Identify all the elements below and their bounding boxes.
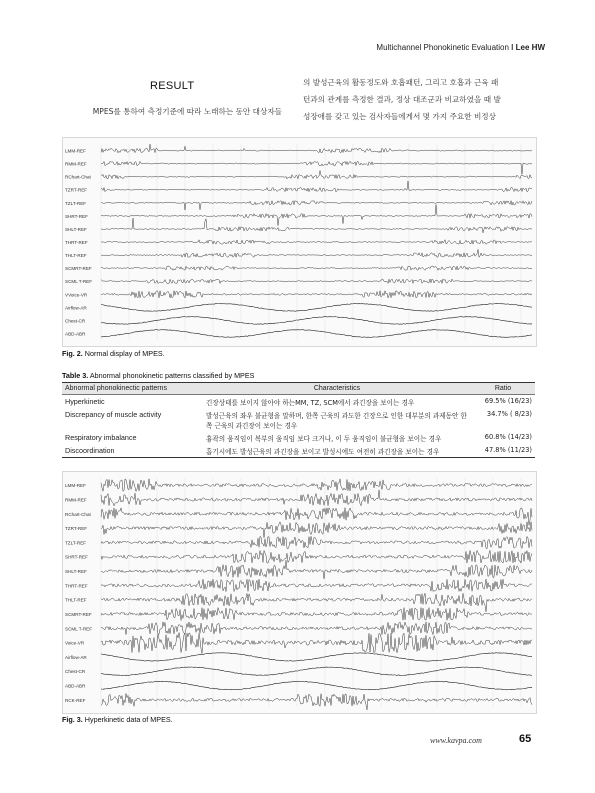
- right-paragraph-line: 의 발성근육의 활동정도와 호흡패턴, 그리고 호흡과 근육 패: [303, 78, 499, 87]
- channel-label: Chest-CR: [65, 669, 86, 675]
- table-header-pattern: Abnormal phonokinectic patterns: [62, 383, 203, 395]
- channel-trace: [101, 608, 532, 621]
- figure-2-traces: [63, 138, 536, 346]
- right-paragraph-line: 턴과의 관계를 측정한 결과, 정상 대조군과 비교하였을 때 발: [303, 95, 501, 104]
- channel-label: THLT-REF: [65, 253, 87, 259]
- table-cell-characteristics: 긴장상태를 보이지 않아야 하는MM, TZ, SCM에서 과긴장을 보이는 경우: [206, 398, 415, 407]
- table-header-ratio: Ratio: [471, 383, 535, 395]
- channel-label: ABD-ABR: [65, 683, 86, 689]
- figure-3-emg-display: [62, 471, 537, 714]
- table-cell-characteristics: 발성근육의 좌우 불균형을 말하며, 한쪽 근육의 과도한 긴장으로 인한 대부분의 과제동안 한쪽 근육의 과긴장이 보이는 경우: [206, 411, 467, 430]
- table-cell-pattern: Discoordination: [62, 444, 203, 458]
- table-cell-characteristics: 흉곽의 움직임이 복부의 움직임 보다 크거나, 이 두 움직임이 불균형을 보이는 경우: [206, 434, 442, 443]
- channel-trace: [101, 633, 532, 654]
- channel-trace: [101, 171, 532, 179]
- channel-label: Chest-CR: [65, 318, 86, 324]
- running-header: [300, 43, 545, 52]
- header-separator: ǀ: [511, 43, 514, 52]
- table-cell-ratio: 69.5% (16/23): [484, 396, 532, 405]
- channel-label: VVoice-VR: [65, 292, 88, 298]
- channel-trace: [101, 622, 532, 635]
- channel-trace: [101, 303, 532, 311]
- table-cell-ratio: 34.7% ( 8/23): [486, 409, 532, 418]
- channel-label: SCMRT-REF: [65, 266, 92, 272]
- header-author: Lee HW: [515, 43, 545, 52]
- table-3-label: Table 3.: [62, 371, 89, 380]
- channel-trace: [101, 266, 532, 270]
- channel-label: SCMRT-REF: [65, 611, 92, 617]
- channel-label: SHLT-REF: [65, 226, 87, 232]
- figure-3-caption-text: Hyperkinetic data of MPES.: [84, 715, 173, 724]
- figure-3-label: Fig. 3.: [62, 715, 83, 724]
- table-cell-characteristics: 흡기시에도 발성근육의 과긴장을 보이고 발성시에도 여전히 과긴장을 보이는 경우: [203, 444, 471, 458]
- channel-label: SHRT-REF: [65, 213, 88, 219]
- figure-2-caption: [62, 349, 165, 358]
- channel-label: THLT-REF: [65, 597, 87, 603]
- channel-label: LMM-REF: [65, 483, 86, 489]
- channel-label: RMM-REF: [65, 161, 87, 167]
- channel-trace: [101, 205, 532, 226]
- channel-trace: [101, 249, 532, 257]
- figure-2-caption-text: Normal display of MPES.: [84, 349, 165, 358]
- table-3: [62, 382, 535, 458]
- channel-label: RCK-REF: [65, 697, 86, 703]
- table-header-row: [62, 383, 535, 395]
- channel-label: TZRT-REF: [65, 526, 88, 532]
- channel-trace: [101, 240, 532, 245]
- channel-trace: [101, 560, 532, 579]
- channel-trace: [101, 593, 532, 612]
- figure-3-traces: [63, 472, 536, 713]
- channel-label: Airflow-AR: [65, 305, 87, 311]
- channel-label: RMM-REF: [65, 497, 87, 503]
- channel-trace: [101, 550, 532, 563]
- figure-3-caption: [62, 715, 173, 724]
- channel-label: TZRT-REF: [65, 187, 88, 193]
- table-row: [62, 444, 535, 458]
- channel-trace: [101, 279, 532, 284]
- channel-label: ABD-ABR: [65, 331, 86, 337]
- table-3-title-text: Abnormal phonokinetic patterns classified by MPES: [89, 371, 255, 380]
- running-title: Multichannel Phonokinetic Evaluation: [376, 43, 509, 52]
- channel-label: TZLT-REF: [65, 540, 87, 546]
- channel-trace: [101, 161, 532, 174]
- table-cell-ratio: 60.8% (14/23): [484, 432, 532, 441]
- channel-trace: [101, 536, 532, 548]
- channel-label: RChart-Chat: [65, 511, 91, 517]
- left-paragraph: MPES를 통하여 측정기준에 따라 노래하는 동안 대상자들: [92, 107, 282, 116]
- table-cell-pattern: Discrepancy of muscle activity: [65, 409, 162, 419]
- table-header-characteristics: Characteristics: [203, 383, 471, 395]
- channel-label: Voice-VR: [65, 640, 85, 646]
- table-row: [62, 408, 535, 431]
- figure-2-emg-display: [62, 137, 537, 347]
- section-title: RESULT: [150, 80, 195, 92]
- channel-trace: [101, 490, 532, 506]
- channel-trace: [101, 181, 532, 192]
- channel-trace: [101, 693, 532, 710]
- channel-label: SHRT-REF: [65, 554, 88, 560]
- channel-trace: [101, 330, 532, 338]
- figure-2-label: Fig. 2.: [62, 349, 83, 358]
- channel-trace: [101, 479, 532, 492]
- channel-trace: [101, 201, 532, 211]
- table-cell-pattern: Respiratory imbalance: [65, 432, 137, 442]
- table-row: [62, 395, 535, 409]
- channel-trace: [101, 653, 532, 662]
- channel-label: TZLT-REF: [65, 200, 87, 206]
- page-number: 65: [519, 733, 532, 745]
- channel-label: LMM-REF: [65, 148, 86, 154]
- table-cell-ratio: 47.8% (11/23): [471, 444, 535, 458]
- channel-trace: [101, 316, 532, 324]
- table-cell-pattern: Hyperkinetic: [65, 396, 105, 406]
- channel-label: THRT-REF: [65, 240, 88, 245]
- table-row: [62, 431, 535, 444]
- channel-trace: [101, 508, 532, 526]
- channel-label: SHLT-REF: [65, 569, 87, 575]
- channel-trace: [101, 144, 532, 153]
- channel-label: Airflow-AR: [65, 654, 87, 660]
- channel-trace: [101, 667, 532, 676]
- right-paragraph: [303, 74, 548, 125]
- channel-trace: [101, 218, 532, 233]
- channel-trace: [101, 681, 532, 690]
- channel-label: RChart-Chat: [65, 174, 91, 180]
- channel-label: SCML T-REF: [65, 626, 93, 632]
- right-paragraph-line: 성장애를 갖고 있는 검사자들에게서 몇 가지 주요한 비정상: [303, 112, 496, 121]
- table-3-title: [62, 371, 254, 380]
- footer-url[interactable]: www.kavpa.com: [430, 736, 482, 745]
- channel-label: SCML T-REF: [65, 279, 93, 285]
- channel-trace: [101, 579, 532, 592]
- channel-trace: [101, 291, 532, 298]
- channel-label: THRT-REF: [65, 583, 88, 589]
- channel-trace: [101, 522, 532, 538]
